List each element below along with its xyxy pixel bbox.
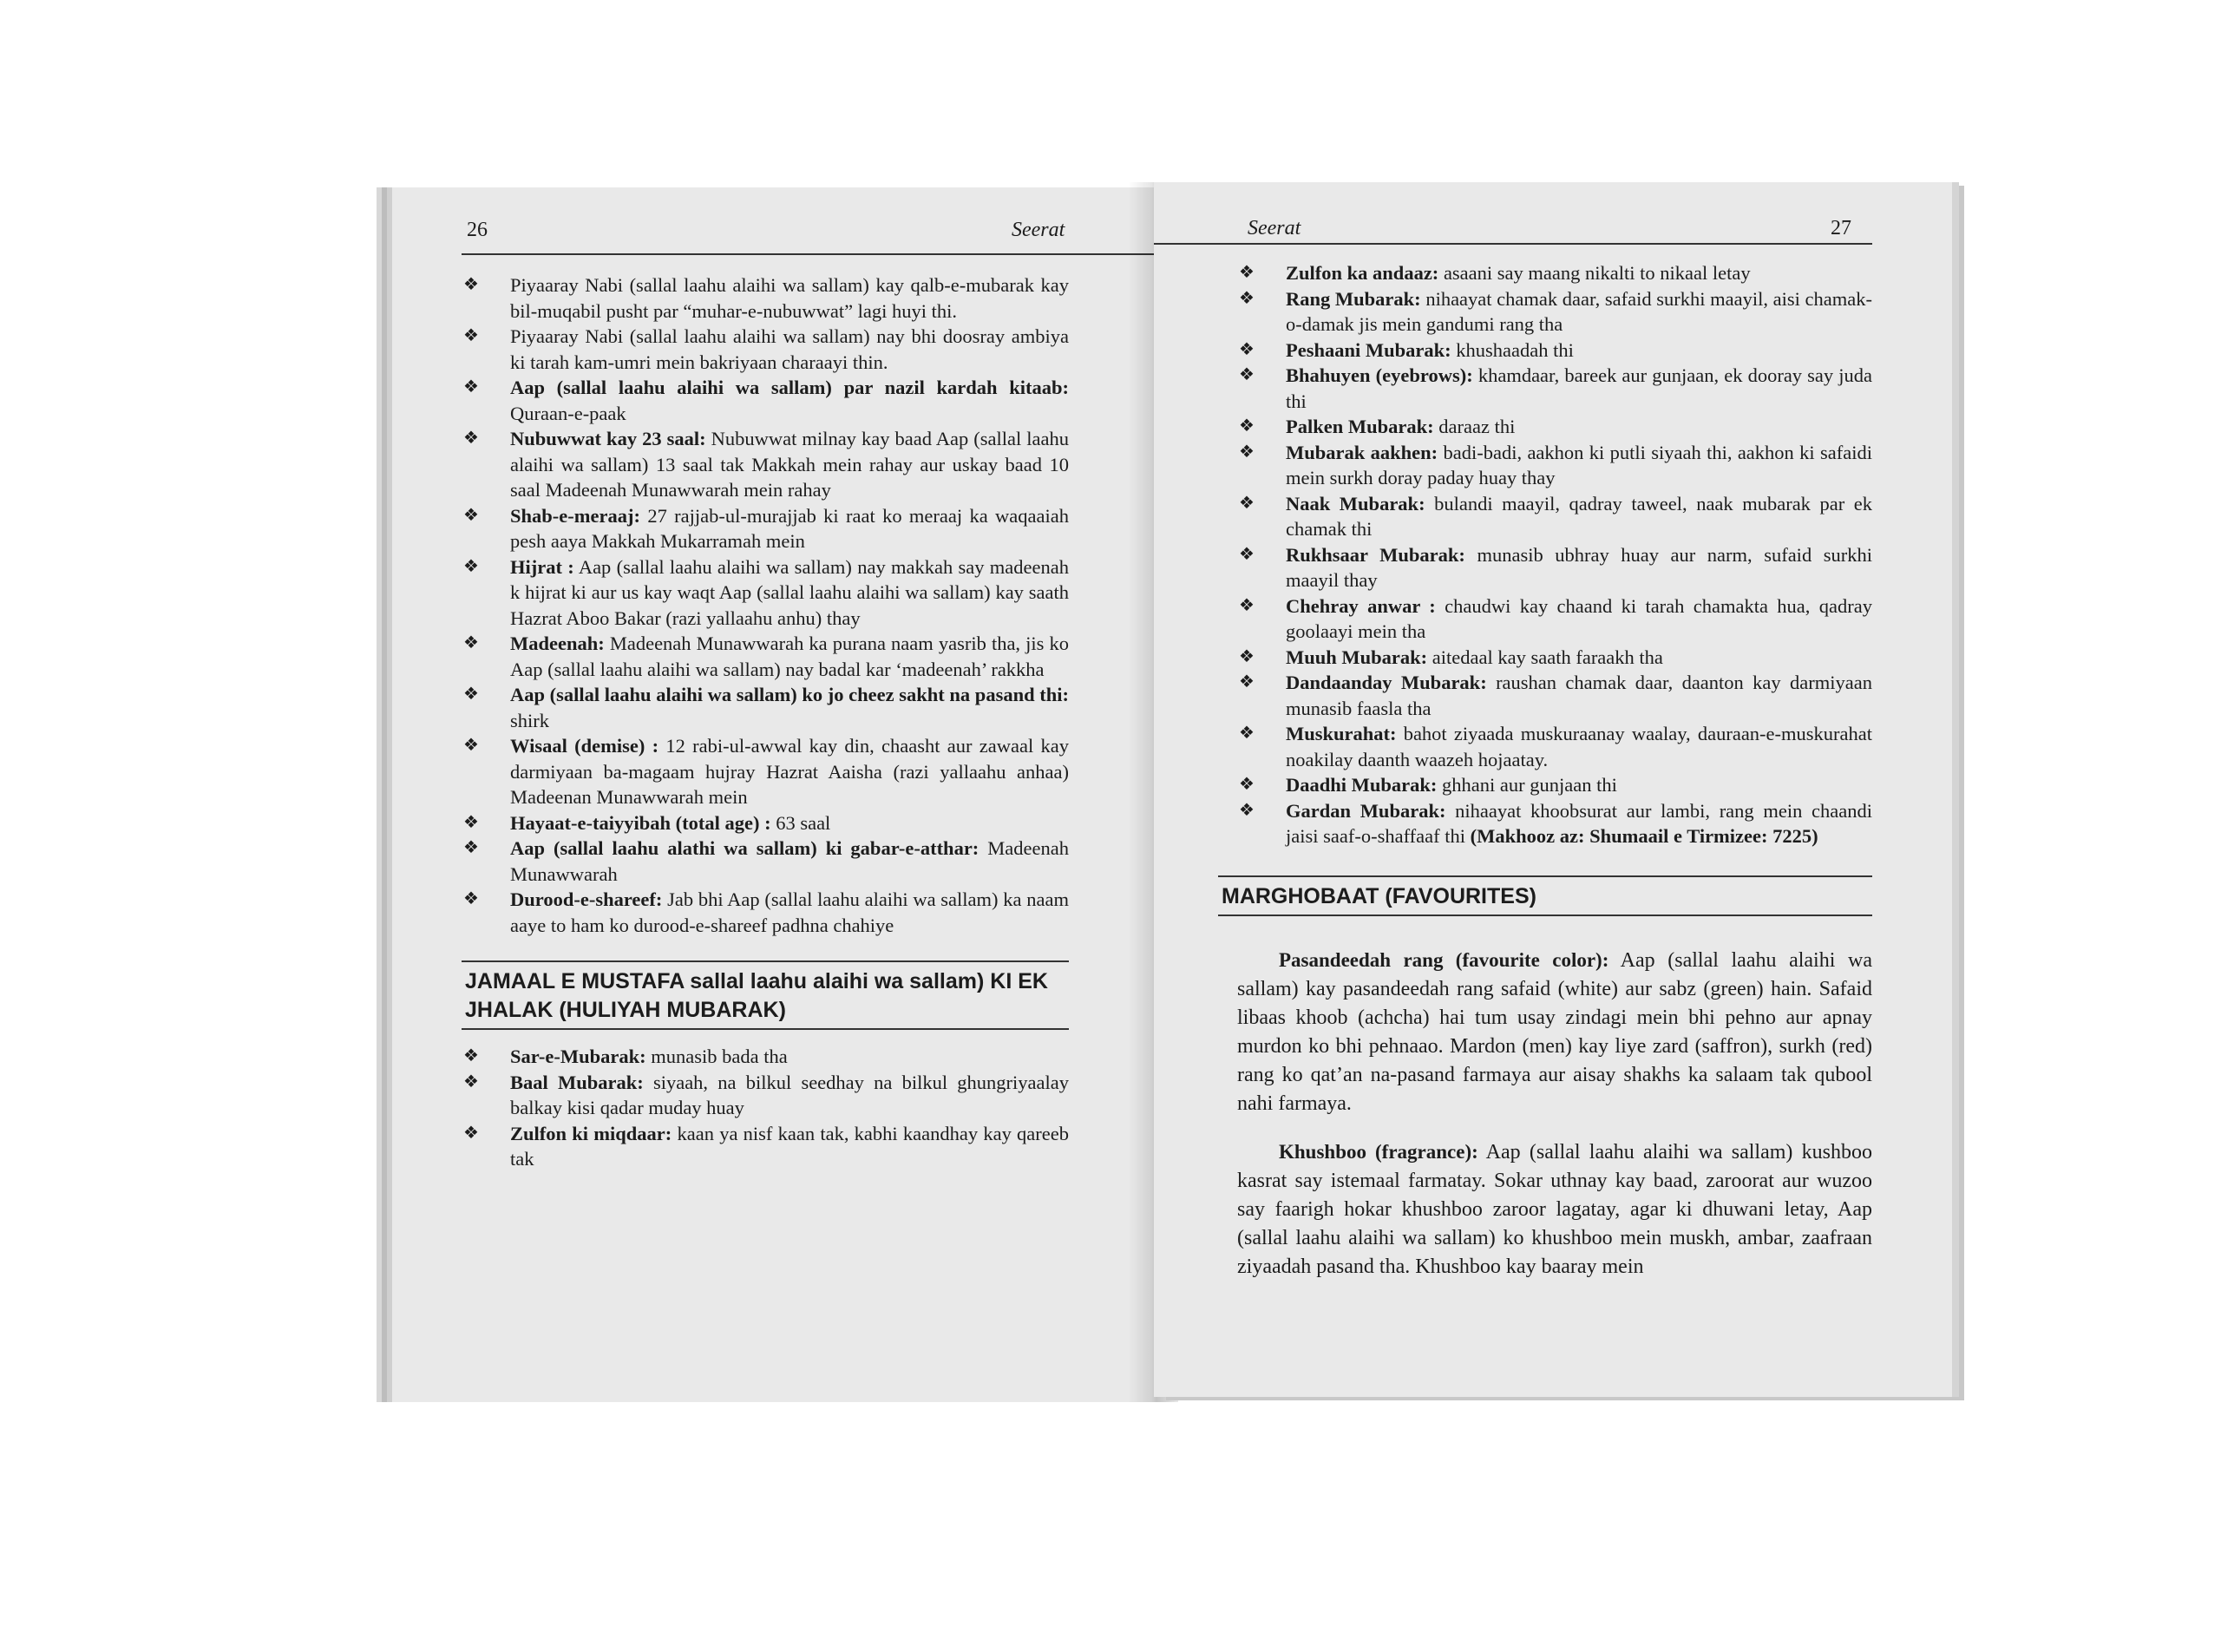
header-rule [1154, 243, 1872, 245]
list-item [462, 1070, 1069, 1121]
item-text: bahot ziyaada muskuraanay waalay, dauraan-e-muskurahat noakilay daanth waazeh hojaatay. [1286, 723, 1872, 770]
list-item [1237, 414, 1872, 440]
list-item [1237, 338, 1872, 364]
list-item [1237, 542, 1872, 593]
list-item [462, 1121, 1069, 1172]
paragraph-term: Pasandeedah rang (favourite color): [1279, 948, 1609, 971]
item-term: Hijrat : [510, 555, 574, 578]
diamond-bullet-icon: ❖ [463, 377, 479, 397]
paragraph [1237, 1137, 1872, 1282]
running-title: Seerat [1248, 217, 1301, 239]
item-text: raushan chamak daar, daanton kay darmiyaan munasib faasla tha [1286, 672, 1872, 719]
item-term: Durood-e-shareef: [510, 888, 663, 910]
item-text: siyaah, na bilkul seedhay na bilkul ghungriyaalay balkay kisi qadar muday huay [510, 1071, 1069, 1118]
diamond-bullet-icon: ❖ [1239, 775, 1255, 794]
item-text: asaani say maang nikalti to nikaal letay [1438, 262, 1751, 284]
item-text: 12 rabi-ul-awwal kay din, chaasht aur zawaal kay darmiyaan ba-magaam hujray Hazrat Aaisha (razi yallaahu anhaa) Madeenan Munawwarah mein [510, 735, 1069, 808]
item-text: badi-badi, aakhon ki putli siyaah thi, aakhon ki safaidi mein surkh doray paday huay thay [1286, 441, 1872, 488]
list-item [1237, 363, 1872, 414]
item-text: Madeenah Munawwarah [510, 837, 1069, 885]
item-text: bulandi maayil, qadray taweel, naak mubarak par ek chamak thi [1286, 492, 1872, 540]
item-text: Aap (sallal laahu alaihi wa sallam) nay makkah say madeenah k hijrat ki aur us kay waqt Aap (sallal laahu alaihi wa sallam) kay saath Hazrat Aboo Bakar (razi yallaahu anhu) thay [510, 555, 1069, 629]
item-text: Nubuwwat milnay kay baad Aap (sallal laahu alaihi wa sallam) 13 saal tak Makkah mein rahay aur uskay baad 10 saal Madeenah Munawwarah mein rahay [510, 428, 1069, 501]
diamond-bullet-icon: ❖ [463, 556, 479, 576]
diamond-bullet-icon: ❖ [1239, 544, 1255, 564]
item-text: 27 rajjab-ul-murajjab ki raat ko meraaj ka waqaaiah pesh aaya Makkah Mukarramah mein [510, 504, 1069, 552]
item-term: Naak Mubarak: [1286, 492, 1425, 515]
item-text: munasib ubhray huay aur narm, sufaid surkhi maayil thay [1286, 543, 1872, 591]
left-page [392, 187, 1178, 1402]
diamond-bullet-icon: ❖ [1239, 493, 1255, 513]
item-term: Wisaal (demise) : [510, 735, 659, 757]
item-term: Mubarak aakhen: [1286, 441, 1438, 463]
list-item [462, 887, 1069, 938]
item-citation: (Makhooz az: Shumaail e Tirmizee: 7225) [1470, 825, 1818, 847]
diamond-bullet-icon: ❖ [463, 1046, 479, 1065]
facts-list [462, 272, 1069, 938]
item-text: chaudwi kay chaand ki tarah chamakta hua, qadray goolaayi mein tha [1286, 594, 1872, 642]
list-item [1237, 772, 1872, 798]
item-text: 63 saal [770, 811, 831, 834]
diamond-bullet-icon: ❖ [463, 1123, 479, 1143]
list-item [1237, 260, 1872, 286]
page-number: 26 [467, 219, 488, 241]
diamond-bullet-icon: ❖ [1239, 263, 1255, 282]
diamond-bullet-icon: ❖ [1239, 724, 1255, 743]
diamond-bullet-icon: ❖ [463, 889, 479, 908]
item-term: Dandaanday Mubarak: [1286, 672, 1487, 693]
diamond-bullet-icon: ❖ [463, 505, 479, 525]
item-term: Daadhi Mubarak: [1286, 774, 1438, 796]
list-item [462, 631, 1069, 682]
diamond-bullet-icon: ❖ [1239, 595, 1255, 615]
list-item [462, 426, 1069, 503]
right-page [1154, 182, 1952, 1397]
section-title-marghobaat: MARGHOBAAT (FAVOURITES) [1218, 875, 1872, 916]
item-term: Zulfon ka andaaz: [1286, 262, 1439, 284]
list-item [1237, 491, 1872, 542]
diamond-bullet-icon: ❖ [463, 326, 479, 345]
item-term: Shab-e-meraaj: [510, 504, 640, 527]
item-text: ghhani aur gunjaan thi [1437, 774, 1617, 796]
item-term: Madeenah: [510, 633, 605, 654]
list-item [1237, 645, 1872, 671]
list-item [462, 503, 1069, 554]
running-title: Seerat [1012, 219, 1065, 241]
left-content [462, 272, 1069, 1172]
item-term: Aap (sallal laahu alathi wa sallam) ki gabar-e-atthar: [510, 837, 979, 859]
item-term: Bhahuyen (eyebrows): [1286, 364, 1473, 386]
list-item [462, 324, 1069, 375]
diamond-bullet-icon: ❖ [463, 275, 479, 294]
right-content [1222, 260, 1872, 1301]
page-number: 27 [1831, 217, 1851, 239]
item-text: munasib bada tha [645, 1046, 788, 1067]
diamond-bullet-icon: ❖ [463, 736, 479, 755]
item-term: Peshaani Mubarak: [1286, 338, 1451, 361]
list-item [1237, 798, 1872, 849]
item-term: Nubuwwat kay 23 saal: [510, 428, 706, 449]
list-item [462, 1044, 1069, 1070]
diamond-bullet-icon: ❖ [463, 429, 479, 448]
diamond-bullet-icon: ❖ [1239, 672, 1255, 692]
diamond-bullet-icon: ❖ [1239, 646, 1255, 666]
item-term: Hayaat-e-taiyyibah (total age) : [510, 811, 771, 834]
item-text: Piyaaray Nabi (sallal laahu alaihi wa sallam) kay qalb-e-mubarak kay bil-muqabil pusht par “muhar-e-nubuwwat” lagi huyi thi. [510, 274, 1069, 322]
item-text: Piyaaray Nabi (sallal laahu alaihi wa sallam) nay bhi doosray ambiya ki tarah kam-umri mein bakriyaan charaayi thin. [510, 325, 1069, 373]
item-term: Aap (sallal laahu alaihi wa sallam) par nazil kardah kitaab: [510, 377, 1069, 398]
item-term: Chehray anwar : [1286, 594, 1436, 617]
huliyah-list-continued [1237, 260, 1872, 849]
item-text: aitedaal kay saath faraakh tha [1427, 646, 1663, 668]
item-term: Baal Mubarak: [510, 1071, 644, 1093]
item-text: shirk [510, 709, 549, 731]
diamond-bullet-icon: ❖ [463, 812, 479, 832]
item-text: khamdaar, bareek aur gunjaan, ek dooray say juda thi [1286, 364, 1872, 412]
item-text: nihaayat chamak daar, safaid surkhi maayil, aisi chamak-o-damak jis mein gandumi rang tha [1286, 287, 1872, 335]
item-text: nihaayat khoobsurat aur lambi, rang mein chaandi jaisi saaf-o-shaffaaf thi [1286, 799, 1872, 847]
list-item [1237, 721, 1872, 772]
item-text: Jab bhi Aap (sallal laahu alaihi wa sallam) ka naam aaye to ham ko durood-e-shareef padhna chahiye [510, 888, 1069, 936]
diamond-bullet-icon: ❖ [463, 685, 479, 704]
list-item [462, 375, 1069, 426]
open-book [373, 170, 1969, 1411]
item-term: Aap (sallal laahu alaihi wa sallam) ko jo cheez sakht na pasand thi: [510, 684, 1069, 705]
diamond-bullet-icon: ❖ [463, 1072, 479, 1092]
diamond-bullet-icon: ❖ [1239, 442, 1255, 462]
list-item [1237, 670, 1872, 721]
item-text: Quraan-e-paak [510, 402, 626, 424]
section-title-jamaal: JAMAAL E MUSTAFA sallal laahu alaihi wa sallam) KI EK JHALAK (HULIYAH MUBARAK) [462, 960, 1069, 1030]
list-item [462, 682, 1069, 733]
header-rule [462, 253, 1178, 255]
diamond-bullet-icon: ❖ [1239, 416, 1255, 436]
item-text: Madeenah Munawwarah ka purana naam yasrib tha, jis ko Aap (sallal laahu alaihi wa sallam) nay badal kar ‘madeenah’ rakkha [510, 633, 1069, 680]
item-term: Sar-e-Mubarak: [510, 1046, 646, 1067]
diamond-bullet-icon: ❖ [1239, 365, 1255, 384]
item-term: Rukhsaar Mubarak: [1286, 543, 1465, 566]
paragraph [1237, 946, 1872, 1118]
favourites-paragraphs [1237, 946, 1872, 1282]
diamond-bullet-icon: ❖ [1239, 288, 1255, 308]
item-term: Muskurahat: [1286, 723, 1397, 744]
diamond-bullet-icon: ❖ [463, 838, 479, 857]
list-item [1237, 286, 1872, 338]
paragraph-term: Khushboo (fragrance): [1279, 1140, 1478, 1163]
list-item [1237, 440, 1872, 491]
diamond-bullet-icon: ❖ [463, 633, 479, 652]
item-text: khushaadah thi [1451, 338, 1574, 361]
huliyah-list [462, 1044, 1069, 1172]
diamond-bullet-icon: ❖ [1239, 339, 1255, 359]
item-term: Muuh Mubarak: [1286, 646, 1428, 668]
paragraph-text: Aap (sallal laahu alaihi wa sallam) kushboo kasrat say istemaal farmatay. Sokar uthnay kay baad, zaroorat aur wuzoo say faarigh hokar khushboo zaroor lagatay, agar ki dhuwani letay, Aap (sallal laahu alaihi wa sallam) ko khushboo mein muskh, ambar, zaafraan ziyaadah pasand tha. Khushboo kay baaray mein [1237, 1140, 1872, 1278]
list-item [462, 554, 1069, 632]
item-term: Palken Mubarak: [1286, 416, 1434, 437]
item-term: Gardan Mubarak: [1286, 799, 1446, 822]
item-term: Zulfon ki miqdaar: [510, 1122, 672, 1144]
list-item [462, 733, 1069, 810]
paragraph-text: Aap (sallal laahu alaihi wa sallam) kay pasandeedah rang safaid (white) aur sabz (green) hain. Safaid libaas khoob (achcha) hai tum usay zindagi mein bhi pehno aur apnay murdon ko bhi pehnaao. Mardon (men) kay liye zard (saffron), surkh (red) rang ko qat’an na-pasand farmaya aur aisay shakhs ka salaam tak qubool nahi farmaya. [1237, 948, 1872, 1115]
diamond-bullet-icon: ❖ [1239, 800, 1255, 820]
list-item [462, 810, 1069, 836]
list-item [1237, 593, 1872, 645]
item-text: daraaz thi [1433, 416, 1516, 437]
item-term: Rang Mubarak: [1286, 287, 1421, 310]
list-item [462, 836, 1069, 887]
item-text: kaan ya nisf kaan tak, kabhi kaandhay kay qareeb tak [510, 1122, 1070, 1170]
list-item [462, 272, 1069, 324]
